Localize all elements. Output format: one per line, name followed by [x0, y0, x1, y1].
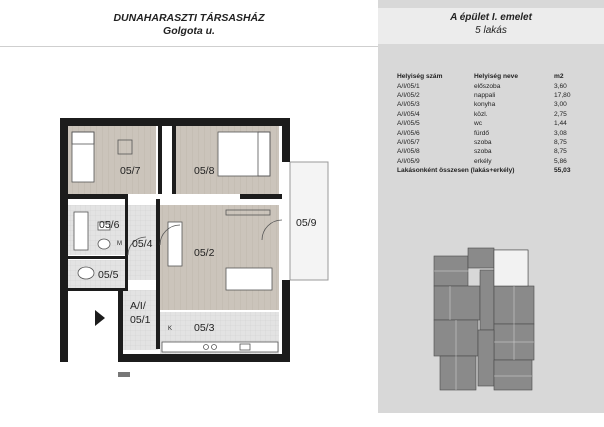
table-total-row [397, 166, 584, 175]
label-kitchen-k: K [168, 326, 173, 332]
table-row [397, 81, 584, 90]
project-title: DUNAHARASZTI TÁRSASHÁZ [113, 12, 265, 24]
unit-header [378, 8, 604, 44]
kitchen-counter [162, 342, 278, 352]
total-label: Lakásonként összesen (lakás+erkély) [397, 167, 515, 175]
room-area: 2,75 [554, 110, 567, 118]
room-number: A/I/05/1 [397, 82, 420, 90]
bathtub-icon [74, 212, 88, 250]
label-05-8: 05/8 [194, 165, 215, 177]
key-plan [432, 246, 542, 396]
room-table-header [397, 72, 584, 81]
col-header-area: m2 [554, 73, 564, 81]
building-floor: A épület I. emelet [450, 12, 532, 23]
room-number: A/I/05/9 [397, 157, 420, 165]
room-area: 5,86 [554, 157, 567, 165]
room-area: 17,80 [554, 91, 571, 99]
table-row [397, 119, 584, 128]
sofa [226, 268, 272, 290]
table-row [397, 147, 584, 156]
room-number: A/I/05/5 [397, 120, 420, 128]
room-number: A/I/05/2 [397, 91, 420, 99]
room-area: 3,60 [554, 82, 567, 90]
table-row [397, 100, 584, 109]
label-05-2: 05/2 [194, 247, 215, 259]
total-value: 55,03 [554, 167, 571, 175]
label-05-7: 05/7 [120, 165, 141, 177]
label-05-4: 05/4 [132, 238, 153, 250]
table-row [397, 157, 584, 166]
room-name: wc [474, 120, 483, 128]
col-header-number: Helyiség szám [397, 73, 443, 81]
room-number: A/I/05/8 [397, 148, 420, 156]
project-address: Golgota u. [163, 25, 215, 37]
label-05-9: 05/9 [296, 217, 317, 229]
table-row [397, 138, 584, 147]
bed-room-8 [218, 132, 270, 176]
room-name: közl. [474, 110, 488, 118]
room-name: konyha [474, 101, 496, 109]
room-table [397, 72, 584, 175]
room-number: A/I/05/3 [397, 101, 420, 109]
room-area: 1,44 [554, 120, 567, 128]
room-name: nappali [474, 91, 496, 99]
label-05-1: 05/1 [130, 314, 151, 326]
room-number: A/I/05/4 [397, 110, 420, 118]
label-05-5: 05/5 [98, 269, 119, 281]
room-area: 3,00 [554, 101, 567, 109]
label-05-3: 05/3 [194, 322, 215, 334]
room-name: szoba [474, 148, 492, 156]
dining-table [168, 222, 182, 266]
room-name: erkély [474, 157, 492, 165]
room-name: fürdő [474, 129, 490, 137]
table-row [397, 128, 584, 137]
label-bath-m: M [117, 241, 122, 247]
label-05-6: 05/6 [99, 219, 120, 231]
room-area: 8,75 [554, 148, 567, 156]
room-number: A/I/05/6 [397, 129, 420, 137]
apartment-number: 5 lakás [475, 25, 507, 36]
room-name: szoba [474, 138, 492, 146]
sink-icon [98, 239, 110, 249]
col-header-name: Helyiség neve [474, 73, 518, 81]
toilet-icon [78, 267, 94, 279]
highlighted-unit [494, 250, 528, 286]
room-name: előszoba [474, 82, 501, 90]
label-05-1-prefix: A/I/ [130, 300, 146, 312]
room-number: A/I/05/7 [397, 138, 420, 146]
room-area: 8,75 [554, 138, 567, 146]
table-row [397, 91, 584, 100]
entrance-arrow-icon [95, 310, 105, 326]
bed-room-7 [72, 132, 94, 182]
table-row [397, 110, 584, 119]
room-area: 3,08 [554, 129, 567, 137]
